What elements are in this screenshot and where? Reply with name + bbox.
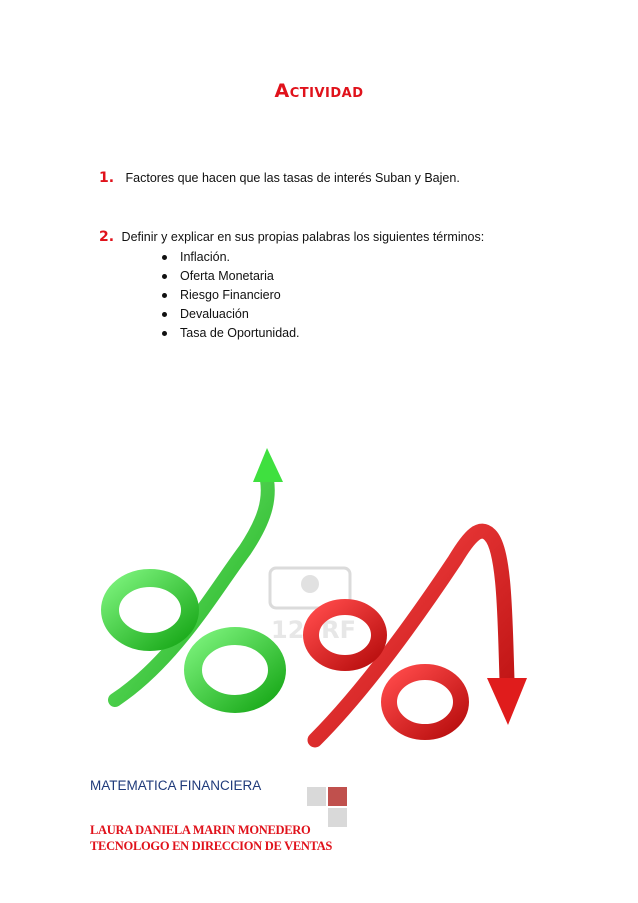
question-2-text: Definir y explicar en sus propias palabras los siguientes términos: bbox=[121, 230, 485, 244]
page-title: Actividad bbox=[274, 80, 364, 102]
terms-list bbox=[162, 248, 300, 343]
course-name: MATEMATICA FINANCIERA bbox=[90, 778, 262, 793]
term-item: Oferta Monetaria bbox=[162, 267, 300, 286]
decor-square bbox=[307, 787, 326, 806]
question-1 bbox=[99, 170, 460, 186]
watermark-text: 123RF bbox=[271, 616, 356, 644]
term-item: Tasa de Oportunidad. bbox=[162, 324, 300, 343]
question-2 bbox=[99, 229, 484, 245]
question-2-number: 2. bbox=[99, 229, 115, 245]
decor-square bbox=[328, 808, 347, 827]
question-1-text: Factores que hacen que las tasas de interés Suban y Bajen. bbox=[125, 171, 460, 185]
term-item: Devaluación bbox=[162, 305, 300, 324]
author-name: LAURA DANIELA MARIN MONEDERO bbox=[90, 823, 311, 837]
author-program: TECNOLOGO EN DIRECCION DE VENTAS bbox=[90, 839, 333, 853]
decor-square bbox=[328, 787, 347, 806]
question-1-number: 1. bbox=[99, 170, 115, 186]
percent-arrows-illustration bbox=[95, 440, 555, 760]
term-item: Inflación. bbox=[162, 248, 300, 267]
term-item: Riesgo Financiero bbox=[162, 286, 300, 305]
